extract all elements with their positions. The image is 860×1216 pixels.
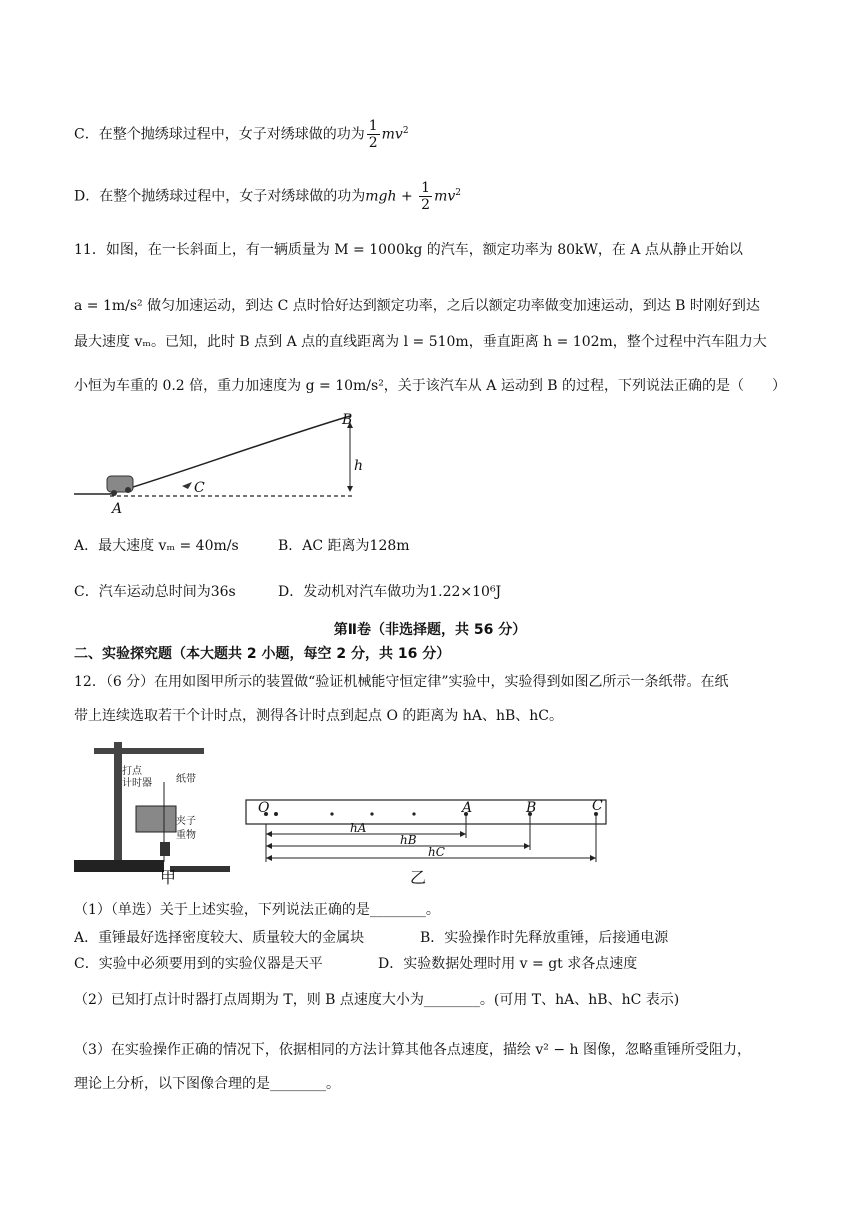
fraction-half: $\frac{1}{2}$: [421, 180, 431, 213]
label-hA: hA: [350, 821, 367, 835]
label-C: C: [194, 480, 205, 496]
label-timer: 打点 计时器: [122, 766, 152, 789]
q10-option-d: D．在整个抛绣球过程中，女子对绣球做的功为mgh + $\frac{1}{2}$ $mv^2$: [74, 180, 461, 213]
label-O: O: [258, 800, 270, 816]
q11-option-c: C．汽车运动总时间为36s: [74, 584, 236, 600]
label-h: h: [354, 458, 364, 474]
label-weight: 重物: [176, 830, 196, 841]
q12-sub1-option-b: B．实验操作时先释放重锤，后接通电源: [420, 930, 669, 946]
q10-option-d-text: D．在整个抛绣球过程中，女子对绣球做的功为: [74, 188, 366, 205]
q12-sub1-option-d: D．实验数据处理时用 v = gt 求各点速度: [378, 956, 638, 972]
q11-line3: 最大速度 vₘ。已知，此时 B 点到 A 点的直线距离为 l = 510m，垂直距离 h = 102m，整个过程中汽车阻力大: [74, 334, 767, 350]
q10-option-c: C．在整个抛绣球过程中，女子对绣球做的功为 $\frac{1}{2}$ $mv^2$: [74, 118, 409, 151]
q12-sub3-line1: （3）在实验操作正确的情况下，依据相同的方法计算其他各点速度，描绘 v² − h 图像，忽略重锤所受阻力，: [74, 1042, 751, 1058]
label-hC: hC: [428, 845, 445, 859]
q11-line2: a = 1m/s² 做匀加速运动，到达 C 点时恰好达到额定功率，之后以额定功率做变加速运动，到达 B 时刚好到达: [74, 298, 760, 314]
label-tape: 纸带: [176, 774, 196, 785]
label-hB: hB: [400, 833, 417, 847]
q11-option-a: A．最大速度 vₘ = 40m/s: [74, 538, 239, 554]
tape-figure: [242, 796, 612, 872]
caption-jia: 甲: [160, 868, 177, 887]
q11-option-b: B．AC 距离为128m: [278, 538, 410, 554]
label-B: B: [526, 800, 537, 816]
q12-sub2: （2）已知打点计时器打点周期为 T，则 B 点速度大小为________。(可用 T、hA、hB、hC 表示): [74, 992, 680, 1008]
q12-sub3-line2: 理论上分析，以下图像合理的是________。: [74, 1076, 340, 1092]
section-part: 二、实验探究题（本大题共 2 小题，每空 2 分，共 16 分）: [74, 646, 451, 662]
section-title: 第Ⅱ卷（非选择题，共 56 分）: [333, 622, 527, 638]
q11-line4: 小恒为车重的 0.2 倍，重力加速度为 g = 10m/s²，关于该汽车从 A 运动到 B 的过程，下列说法正确的是（ ）: [74, 378, 787, 394]
caption-yi: 乙: [410, 868, 427, 887]
q12-sub1-option-c: C．实验中必须要用到的实验仪器是天平: [74, 956, 323, 972]
q11-option-d: D．发动机对汽车做功为1.22×10⁶J: [278, 584, 502, 600]
label-clip: 夹子: [176, 816, 196, 827]
q12-sub1-option-a: A．重锤最好选择密度较大、质量较大的金属块: [74, 930, 365, 946]
label-C: C: [592, 798, 603, 814]
label-A: A: [112, 501, 123, 517]
q12-line2: 带上连续选取若干个计时点，测得各计时点到起点 O 的距离为 hA、hB、hC。: [74, 708, 563, 724]
q11-line1: 11．如图，在一长斜面上，有一辆质量为 M = 1000kg 的汽车，额定功率为 80kW，在 A 点从静止开始以: [74, 242, 743, 258]
fraction-half: $\frac{1}{2}$: [368, 118, 378, 151]
apparatus-figure: [74, 742, 240, 890]
q10-option-c-text: C．在整个抛绣球过程中，女子对绣球做的功为: [74, 126, 365, 143]
label-B: B: [342, 412, 353, 428]
q12-sub1: （1）（单选）关于上述实验，下列说法正确的是________。: [74, 902, 440, 918]
q12-line1: 12．（6 分）在用如图甲所示的装置做“验证机械能守恒定律”实验中，实验得到如图乙所示一条纸带。在纸: [74, 674, 729, 690]
label-A: A: [462, 800, 473, 816]
